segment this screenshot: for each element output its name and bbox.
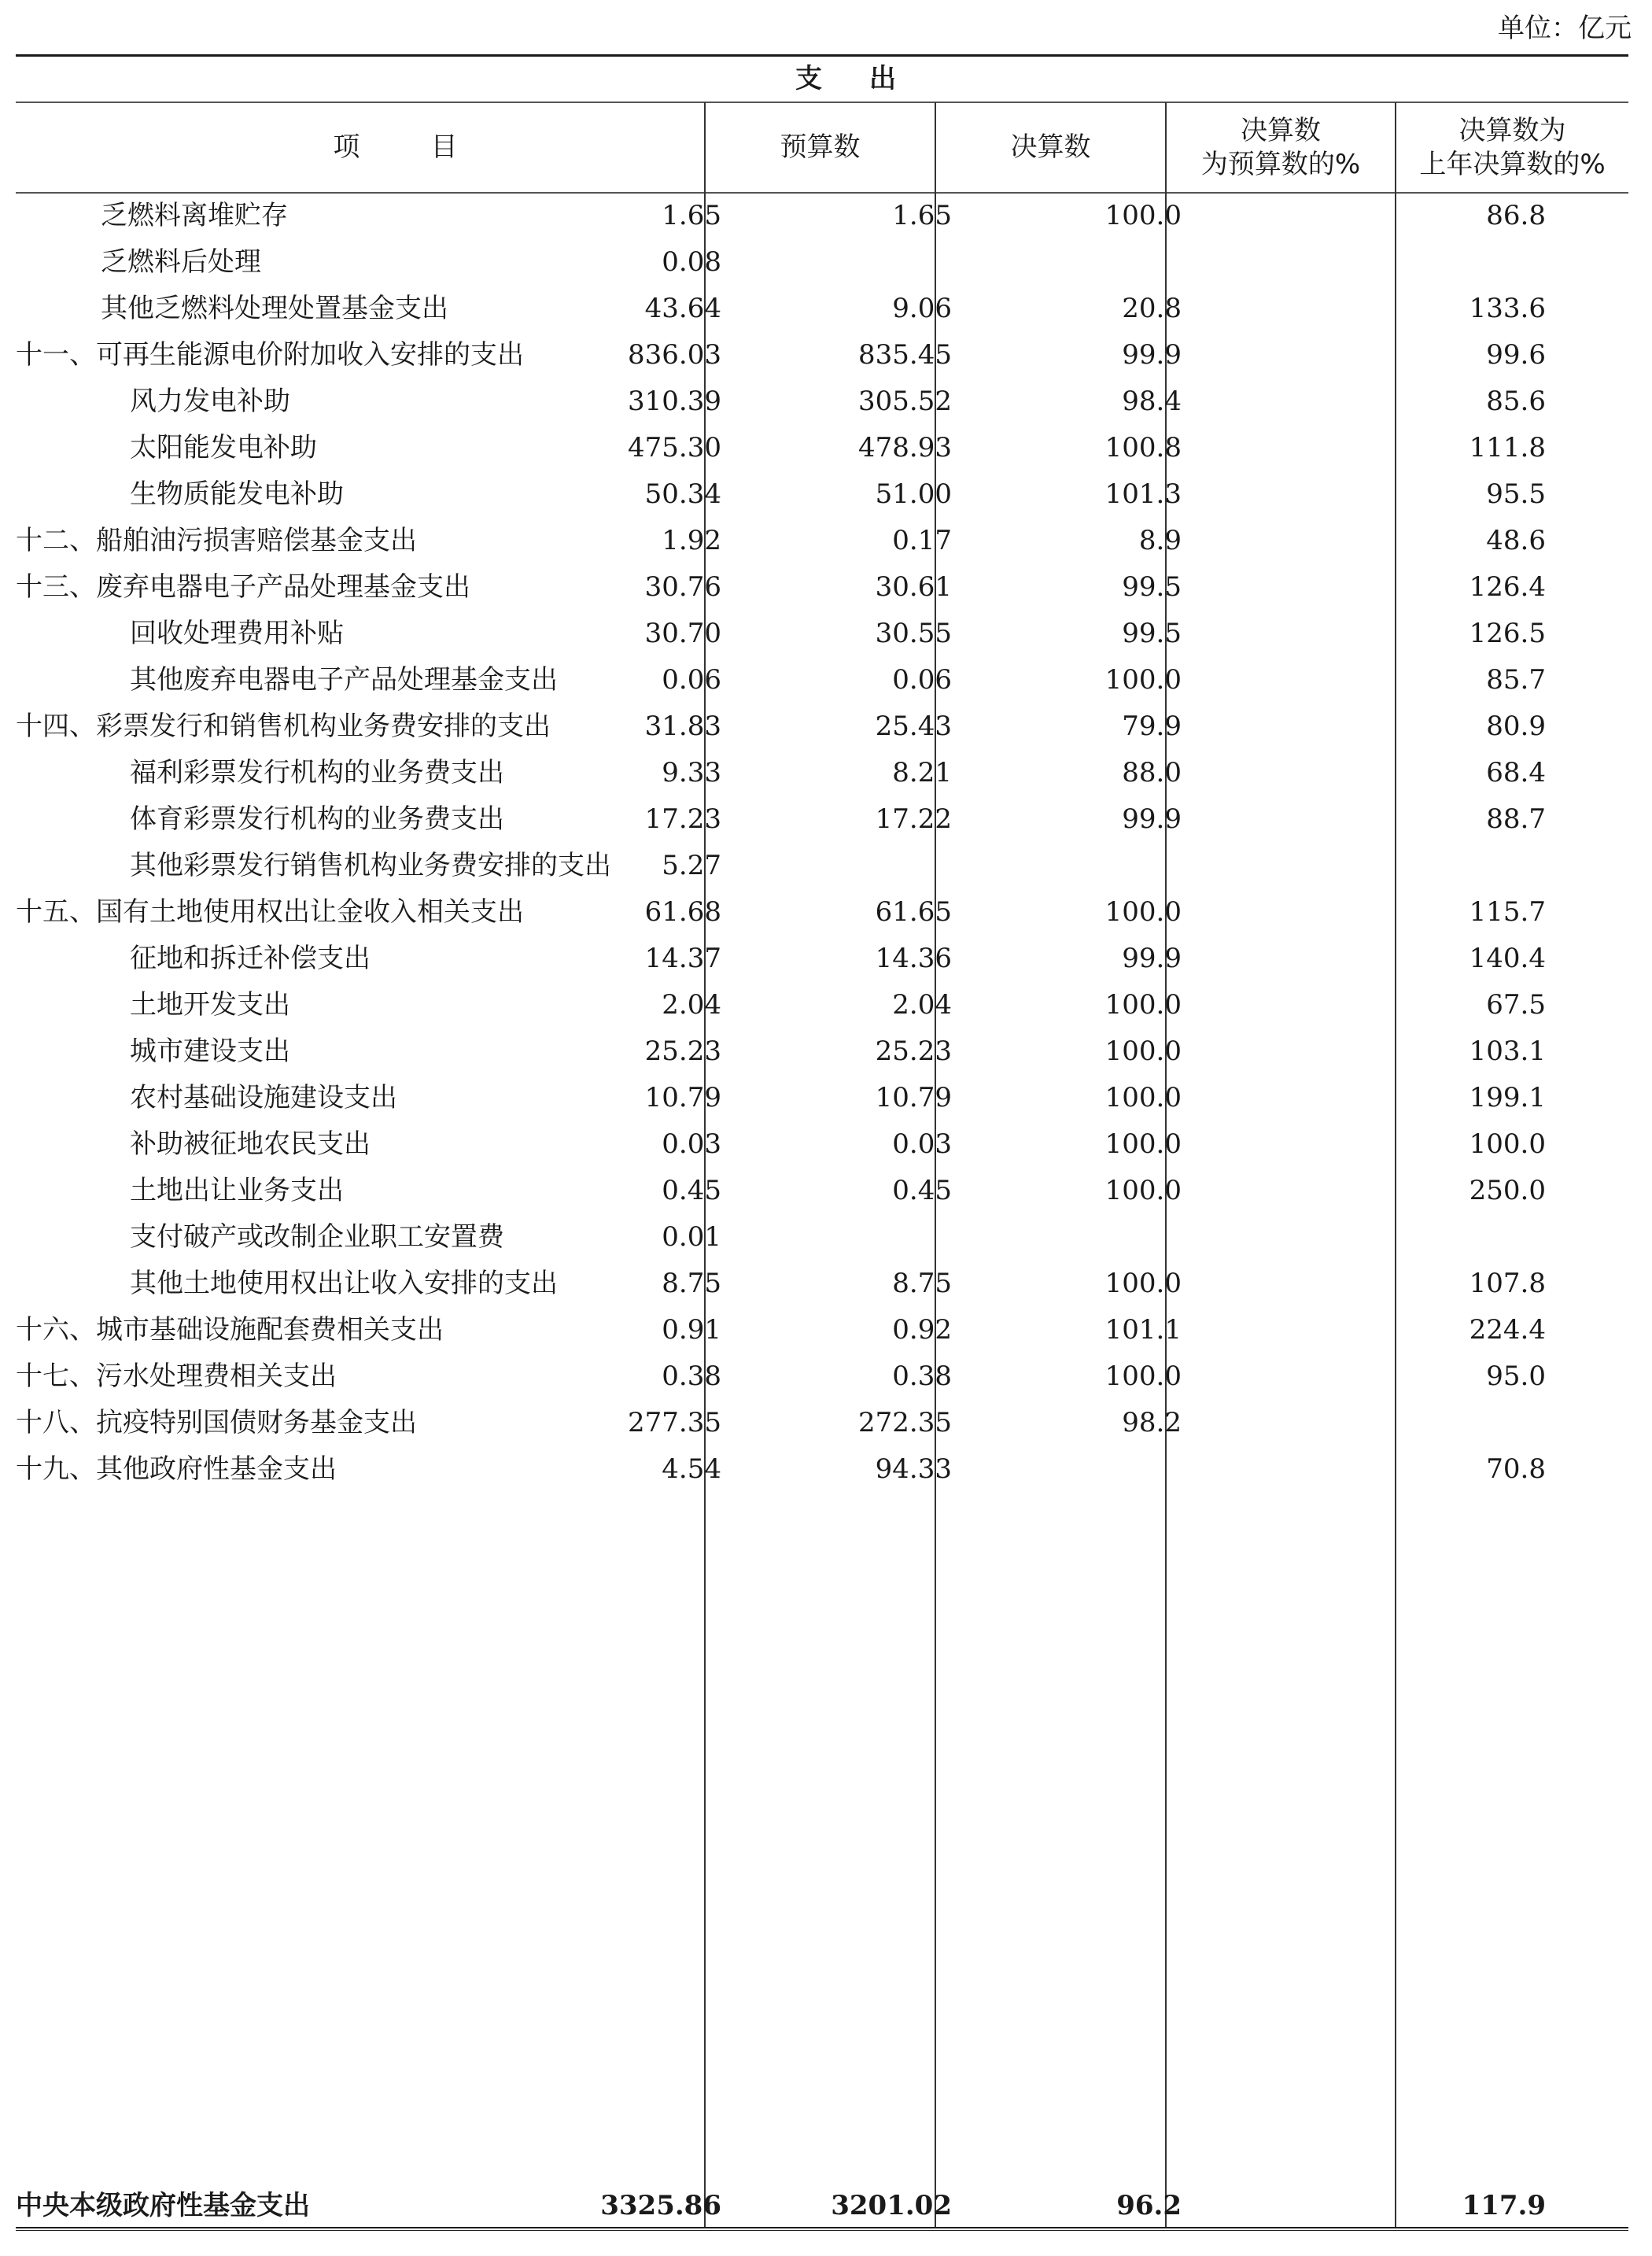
row-pct-prev: 199.1 [1469, 1082, 1546, 1113]
row-pct-prev: 67.5 [1486, 989, 1546, 1021]
row-budget: 14.37 [644, 943, 721, 974]
expenditure-table [16, 54, 1628, 2230]
row-budget: 0.45 [662, 1175, 721, 1206]
row-budget: 30.70 [644, 618, 721, 649]
row-pct-prev: 85.7 [1486, 664, 1546, 696]
row-final: 0.92 [892, 1314, 952, 1346]
row-pct-prev: 86.8 [1486, 200, 1546, 231]
header-final: 决算数 [1010, 131, 1091, 164]
row-final: 14.36 [875, 943, 952, 974]
row-final: 305.52 [858, 386, 952, 417]
row-item-name: 补助被征地农民支出 [130, 1128, 371, 1160]
table-row [16, 1446, 1628, 1493]
row-pct-prev: 85.6 [1486, 386, 1546, 417]
row-pct-budget: 88.0 [1122, 757, 1182, 788]
row-final: 0.38 [892, 1361, 952, 1392]
row-item-name: 十三、废弃电器电子产品处理基金支出 [16, 571, 470, 603]
row-pct-budget: 101.3 [1104, 478, 1182, 510]
row-pct-budget: 8.9 [1138, 525, 1182, 556]
row-item-name: 土地开发支出 [130, 989, 290, 1021]
row-budget: 277.35 [628, 1407, 721, 1438]
row-item-name: 十二、船舶油污损害赔偿基金支出 [16, 525, 417, 556]
row-final: 272.35 [858, 1407, 952, 1438]
total-budget: 3325.86 [600, 2190, 721, 2221]
table-row [16, 1261, 1628, 1307]
table-row [16, 889, 1628, 936]
row-pct-budget: 100.0 [1104, 1361, 1182, 1392]
row-budget: 50.34 [644, 478, 721, 510]
row-item-name: 福利彩票发行机构的业务费支出 [130, 757, 504, 788]
row-budget: 310.39 [628, 386, 721, 417]
row-pct-budget: 101.1 [1104, 1314, 1182, 1346]
row-budget: 1.92 [662, 525, 721, 556]
row-item-name: 其他土地使用权出让收入安排的支出 [130, 1268, 558, 1299]
table-row [16, 1307, 1628, 1353]
header-pct-prev-line1: 决算数为 [1458, 115, 1566, 146]
row-pct-budget: 100.0 [1104, 664, 1182, 696]
table-row [16, 843, 1628, 889]
row-final: 2.04 [892, 989, 952, 1021]
row-budget: 8.75 [662, 1268, 721, 1299]
row-budget: 30.76 [644, 571, 721, 603]
row-pct-prev: 133.6 [1469, 293, 1546, 324]
row-item-name: 农村基础设施建设支出 [130, 1082, 397, 1113]
row-pct-prev: 48.6 [1486, 525, 1546, 556]
row-budget: 61.68 [644, 896, 721, 928]
table-row [16, 471, 1628, 518]
row-budget: 0.03 [662, 1128, 721, 1160]
row-budget: 2.04 [662, 989, 721, 1021]
row-budget: 10.79 [644, 1082, 721, 1113]
table-row [16, 750, 1628, 796]
row-final: 8.21 [892, 757, 952, 788]
row-item-name: 十五、国有土地使用权出让金收入相关支出 [16, 896, 524, 928]
row-budget: 0.91 [662, 1314, 721, 1346]
row-pct-prev: 224.4 [1469, 1314, 1546, 1346]
row-item-name: 支付破产或改制企业职工安置费 [130, 1221, 504, 1253]
total-row [16, 2183, 1628, 2228]
row-item-name: 十一、可再生能源电价附加收入安排的支出 [16, 339, 524, 371]
header-pct-prev-line2: 上年决算数的% [1419, 148, 1606, 180]
row-budget: 5.27 [662, 850, 721, 881]
row-pct-prev: 80.9 [1486, 711, 1546, 742]
row-pct-budget: 100.8 [1104, 432, 1182, 463]
row-item-name: 回收处理费用补贴 [130, 618, 344, 649]
row-final: 25.23 [875, 1036, 952, 1067]
row-final: 478.93 [858, 432, 952, 463]
row-budget: 0.01 [662, 1221, 721, 1253]
row-item-name: 乏燃料离堆贮存 [101, 200, 288, 231]
header-pct-budget-line1: 决算数 [1241, 115, 1321, 146]
table-row [16, 564, 1628, 611]
row-pct-budget: 100.0 [1104, 1268, 1182, 1299]
row-pct-budget: 99.9 [1122, 339, 1182, 371]
table-row [16, 982, 1628, 1028]
row-pct-prev: 111.8 [1469, 432, 1546, 463]
header-budget: 预算数 [780, 131, 861, 164]
row-final: 0.45 [892, 1175, 952, 1206]
row-pct-budget: 99.9 [1122, 943, 1182, 974]
table-row [16, 425, 1628, 471]
row-pct-prev: 68.4 [1486, 757, 1546, 788]
row-item-name: 城市建设支出 [130, 1036, 290, 1067]
row-item-name: 土地出让业务支出 [130, 1175, 344, 1206]
table-row [16, 1075, 1628, 1121]
table-row [16, 1121, 1628, 1168]
row-budget: 475.30 [628, 432, 721, 463]
row-pct-prev: 95.5 [1486, 478, 1546, 510]
row-item-name: 征地和拆迁补偿支出 [130, 943, 371, 974]
row-budget: 0.38 [662, 1361, 721, 1392]
row-pct-prev: 103.1 [1469, 1036, 1546, 1067]
table-row [16, 332, 1628, 378]
table-row [16, 611, 1628, 657]
row-final: 10.79 [875, 1082, 952, 1113]
row-pct-budget: 99.5 [1122, 571, 1182, 603]
table-row [16, 657, 1628, 703]
header-pct-budget [1167, 103, 1395, 192]
row-final: 61.65 [875, 896, 952, 928]
row-item-name: 其他彩票发行销售机构业务费安排的支出 [130, 850, 611, 881]
row-pct-prev: 100.0 [1469, 1128, 1546, 1160]
row-item-name: 风力发电补助 [130, 386, 290, 417]
row-budget: 0.06 [662, 664, 721, 696]
table-row [16, 518, 1628, 564]
row-final: 51.00 [875, 478, 952, 510]
section-title: 支出 [795, 63, 943, 95]
row-pct-prev: 99.6 [1486, 339, 1546, 371]
row-item-name: 十六、城市基础设施配套费相关支出 [16, 1314, 444, 1346]
row-budget: 4.54 [662, 1453, 721, 1485]
row-item-name: 其他乏燃料处理处置基金支出 [101, 293, 448, 324]
row-pct-budget: 100.0 [1104, 1128, 1182, 1160]
row-final: 0.06 [892, 664, 952, 696]
row-pct-budget: 100.0 [1104, 1082, 1182, 1113]
row-item-name: 其他废弃电器电子产品处理基金支出 [130, 664, 558, 696]
table-row [16, 703, 1628, 750]
row-budget: 0.08 [662, 246, 721, 278]
table-row [16, 193, 1628, 239]
row-pct-budget: 100.0 [1104, 896, 1182, 928]
table-row [16, 1353, 1628, 1400]
row-final: 94.33 [875, 1453, 952, 1485]
row-item-name: 体育彩票发行机构的业务费支出 [130, 803, 504, 835]
total-pct-budget: 96.2 [1116, 2190, 1182, 2221]
row-pct-budget: 99.9 [1122, 803, 1182, 835]
row-pct-budget: 20.8 [1122, 293, 1182, 324]
total-pct-prev: 117.9 [1462, 2190, 1546, 2221]
row-budget: 43.64 [644, 293, 721, 324]
row-final: 1.65 [892, 200, 952, 231]
row-budget: 17.23 [644, 803, 721, 835]
row-final: 30.61 [875, 571, 952, 603]
row-pct-prev: 88.7 [1486, 803, 1546, 835]
row-item-name: 十八、抗疫特别国债财务基金支出 [16, 1407, 417, 1438]
row-final: 9.06 [892, 293, 952, 324]
row-item-name: 乏燃料后处理 [101, 246, 261, 278]
row-pct-prev: 126.5 [1469, 618, 1546, 649]
table-row [16, 796, 1628, 843]
row-budget: 31.83 [644, 711, 721, 742]
row-item-name: 十七、污水处理费相关支出 [16, 1361, 337, 1392]
row-pct-prev: 95.0 [1486, 1361, 1546, 1392]
table-row [16, 1028, 1628, 1075]
row-pct-budget: 100.0 [1104, 1175, 1182, 1206]
bottom-rule-2 [16, 2230, 1628, 2231]
row-pct-prev: 250.0 [1469, 1175, 1546, 1206]
table-row [16, 1400, 1628, 1446]
row-final: 8.75 [892, 1268, 952, 1299]
row-pct-prev: 115.7 [1469, 896, 1546, 928]
row-item-name: 十四、彩票发行和销售机构业务费安排的支出 [16, 711, 551, 742]
row-pct-budget: 98.2 [1122, 1407, 1182, 1438]
row-pct-budget: 100.0 [1104, 1036, 1182, 1067]
header-item: 项目 [333, 131, 529, 164]
row-pct-budget: 98.4 [1122, 386, 1182, 417]
table-row [16, 239, 1628, 286]
row-pct-prev: 107.8 [1469, 1268, 1546, 1299]
row-budget: 836.03 [628, 339, 721, 371]
row-item-name: 十九、其他政府性基金支出 [16, 1453, 337, 1485]
row-item-name: 生物质能发电补助 [130, 478, 344, 510]
row-pct-prev: 70.8 [1486, 1453, 1546, 1485]
row-budget: 1.65 [662, 200, 721, 231]
total-name: 中央本级政府性基金支出 [16, 2190, 310, 2221]
header-pct-budget-line2: 为预算数的% [1200, 148, 1361, 180]
row-final: 25.43 [875, 711, 952, 742]
row-pct-prev: 140.4 [1469, 943, 1546, 974]
row-item-name: 太阳能发电补助 [130, 432, 317, 463]
row-pct-budget: 100.0 [1104, 989, 1182, 1021]
row-final: 835.45 [858, 339, 952, 371]
row-final: 17.22 [875, 803, 952, 835]
row-final: 30.55 [875, 618, 952, 649]
table-row [16, 1214, 1628, 1261]
row-pct-budget: 99.5 [1122, 618, 1182, 649]
table-row [16, 378, 1628, 425]
row-budget: 25.23 [644, 1036, 721, 1067]
row-pct-prev: 126.4 [1469, 571, 1546, 603]
row-budget: 9.33 [662, 757, 721, 788]
row-pct-budget: 100.0 [1104, 200, 1182, 231]
table-row [16, 286, 1628, 332]
row-pct-budget: 79.9 [1122, 711, 1182, 742]
row-final: 0.17 [892, 525, 952, 556]
table-row [16, 936, 1628, 982]
table-row [16, 1168, 1628, 1214]
unit-label: 单位：亿元 [1498, 13, 1632, 44]
header-pct-prev [1396, 103, 1628, 192]
total-final: 3201.02 [831, 2190, 952, 2221]
row-final: 0.03 [892, 1128, 952, 1160]
